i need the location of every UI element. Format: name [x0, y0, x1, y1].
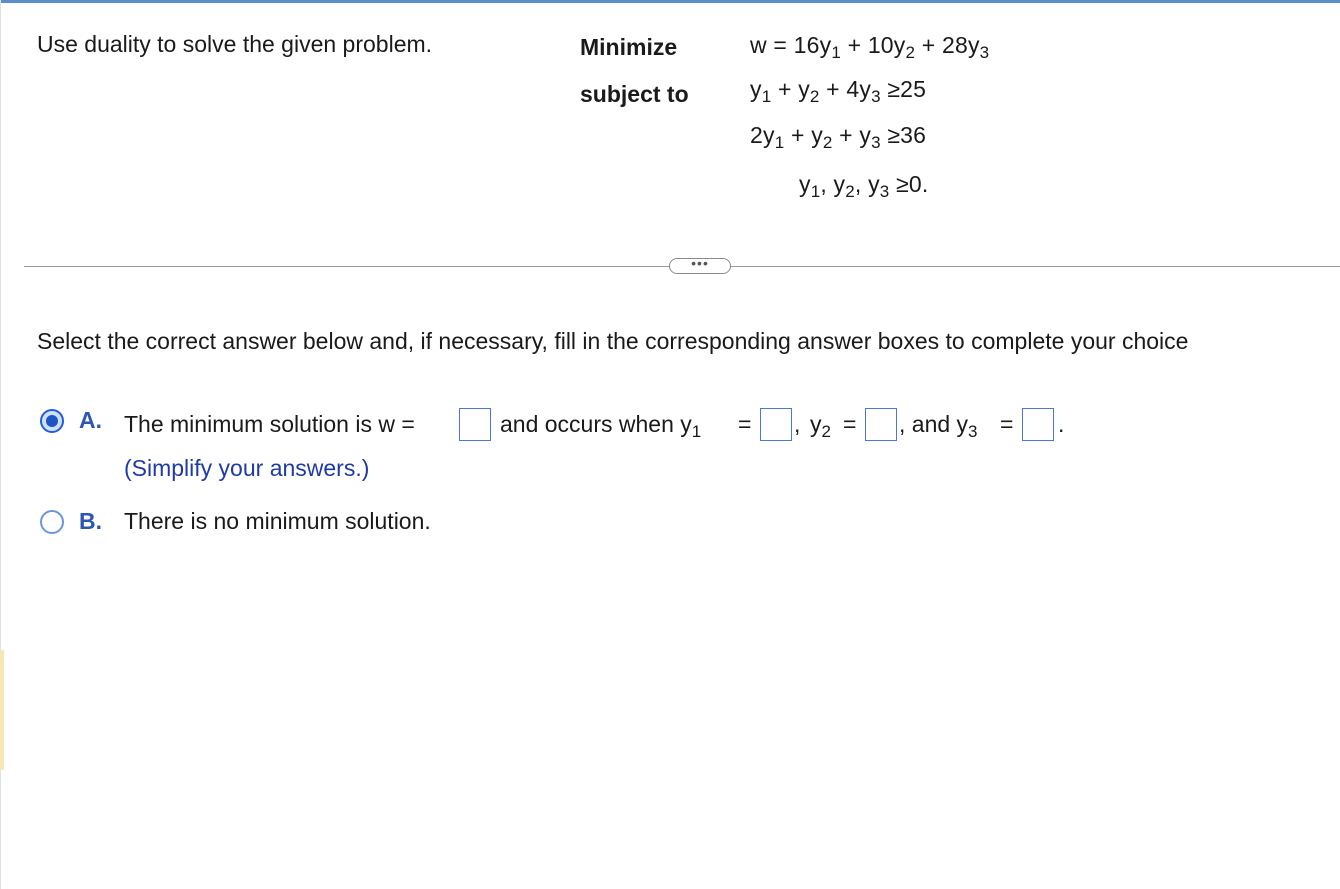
subscript: 2: [845, 182, 855, 201]
and-y3-text: , and y: [899, 411, 969, 437]
subscript: 1: [831, 43, 841, 62]
period: .: [921, 171, 929, 197]
nonnegativity-constraint: [799, 171, 929, 201]
variable: y: [893, 32, 906, 58]
option-b-text: There is no minimum solution.: [124, 508, 431, 534]
objective-function: [750, 32, 990, 62]
inequality-sign: ≥: [887, 76, 901, 102]
comma: ,: [820, 171, 827, 197]
plus-sign: +: [839, 122, 853, 148]
inequality-sign: ≥: [887, 122, 901, 148]
constraint-2: [750, 122, 927, 152]
coefficient: 10: [867, 32, 894, 58]
option-a-text-before: The minimum solution is w =: [124, 411, 415, 437]
variable: y: [763, 122, 775, 148]
simplify-hint: (Simplify your answers.): [124, 455, 370, 481]
subscript: 1: [774, 133, 785, 152]
option-b-letter: B.: [79, 508, 102, 534]
subscript: 2: [822, 133, 833, 152]
constraint-rhs: 25: [900, 76, 927, 102]
subscript: 2: [809, 87, 820, 106]
subscript: 3: [871, 133, 881, 152]
subject-to-label: subject to: [580, 81, 689, 107]
variable: y: [859, 122, 872, 148]
minimize-label: Minimize: [580, 34, 678, 60]
equals-sign: =: [773, 32, 788, 58]
variable: y: [859, 76, 872, 102]
radio-selected-dot: [46, 415, 58, 427]
left-rail-marker: [0, 650, 4, 770]
answer-prompt: Select the correct answer below and, if necessary, fill in the corresponding answer boxes to complete your choice: [37, 328, 1189, 354]
y1-answer-input[interactable]: [760, 408, 792, 441]
plus-sign: +: [777, 76, 792, 102]
equals-sign: =: [738, 411, 752, 437]
coefficient: 16: [793, 32, 820, 58]
variable: y: [799, 171, 811, 197]
y2-label: [810, 411, 831, 441]
variable: y: [868, 171, 880, 197]
inequality-sign: ≥: [896, 171, 909, 197]
coefficient: 28: [941, 32, 968, 58]
option-b-radio[interactable]: [40, 510, 64, 534]
variable: y: [810, 411, 822, 437]
option-a-radio[interactable]: [40, 409, 64, 433]
comma: ,: [854, 171, 862, 197]
variable: y: [811, 122, 823, 148]
plus-sign: +: [921, 32, 936, 58]
variable: y: [967, 32, 980, 58]
plus-sign: +: [826, 76, 840, 102]
plus-sign: +: [790, 122, 805, 148]
comma: ,: [794, 411, 801, 437]
y2-answer-input[interactable]: [865, 408, 897, 441]
occurs-when-text: and occurs when y: [500, 411, 692, 437]
option-a-letter: A.: [79, 407, 102, 433]
subscript: 3: [968, 422, 978, 441]
w-answer-input[interactable]: [459, 408, 491, 441]
coefficient: 2: [750, 122, 763, 148]
variable: y: [798, 76, 810, 102]
y3-answer-input[interactable]: [1022, 408, 1054, 441]
coefficient: 4: [846, 76, 860, 102]
objective-lhs: w: [750, 32, 767, 58]
variable: y: [833, 171, 846, 197]
period: .: [1058, 411, 1065, 437]
subscript: 2: [905, 43, 916, 62]
subscript: 3: [979, 43, 990, 62]
subscript: 1: [691, 422, 702, 441]
constraint-rhs: 0: [908, 171, 922, 197]
more-options-button[interactable]: •••: [669, 258, 731, 274]
top-accent-bar: [0, 0, 1340, 3]
equals-sign: =: [843, 411, 857, 437]
subscript: 3: [871, 87, 881, 106]
variable: y: [819, 32, 832, 58]
subscript: 1: [761, 87, 772, 106]
subscript: 1: [810, 182, 821, 201]
subscript: 2: [821, 422, 831, 441]
option-a-text-mid: [500, 411, 702, 441]
equals-sign: =: [1000, 411, 1014, 437]
variable: y: [750, 76, 762, 102]
constraint-1: [750, 76, 927, 106]
y3-label: [899, 411, 978, 441]
plus-sign: +: [847, 32, 862, 58]
constraint-rhs: 36: [900, 122, 927, 148]
instruction-text: Use duality to solve the given problem.: [37, 31, 433, 57]
subscript: 3: [879, 182, 890, 201]
